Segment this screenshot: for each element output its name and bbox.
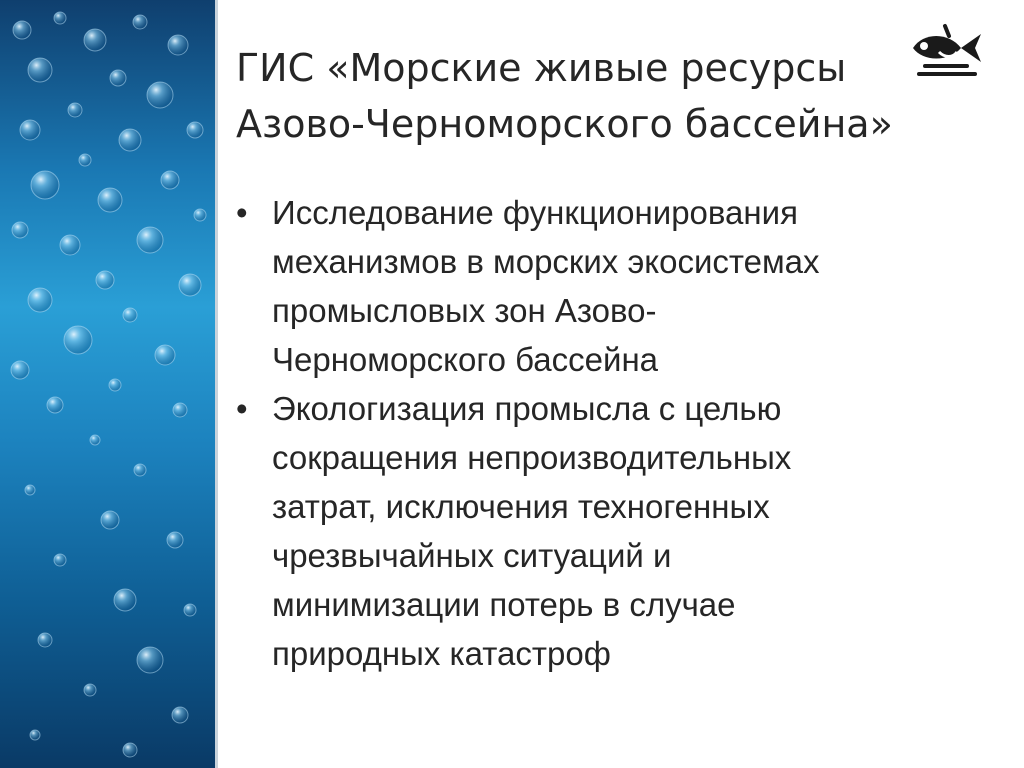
bubbles-illustration [0, 0, 215, 768]
bullet-line: чрезвычайных ситуаций и [272, 537, 672, 574]
bullet-line: Черноморского бассейна [272, 341, 659, 378]
bullet-line: промысловых зон Азово- [272, 292, 657, 329]
bullet-list [236, 188, 976, 678]
bullet-line: затрат, исключения техногенных [272, 488, 770, 525]
bullet-line: Исследование функционирования [272, 194, 798, 231]
title-line-2: Азово-Черноморского бассейна» [236, 102, 893, 146]
bullet-line: природных катастроф [272, 635, 611, 672]
bullet-line: Экологизация промысла с целью [272, 390, 782, 427]
bullet-dot: • [236, 194, 248, 231]
bullet-dot: • [236, 390, 248, 427]
bullet-line: механизмов в морских экосистемах [272, 243, 820, 280]
water-bubbles-image [0, 0, 215, 768]
list-item [236, 384, 976, 678]
bullet-text [272, 188, 976, 384]
bullet-line: минимизации потерь в случае [272, 586, 736, 623]
bullet-line: сокращения непроизводительных [272, 439, 792, 476]
slide-title [236, 40, 936, 152]
fish-logo-icon [905, 22, 997, 84]
panel-divider [215, 0, 218, 768]
title-line-1: ГИС «Морские живые ресурсы [236, 46, 847, 90]
list-item [236, 188, 976, 384]
bullet-text [272, 384, 976, 678]
